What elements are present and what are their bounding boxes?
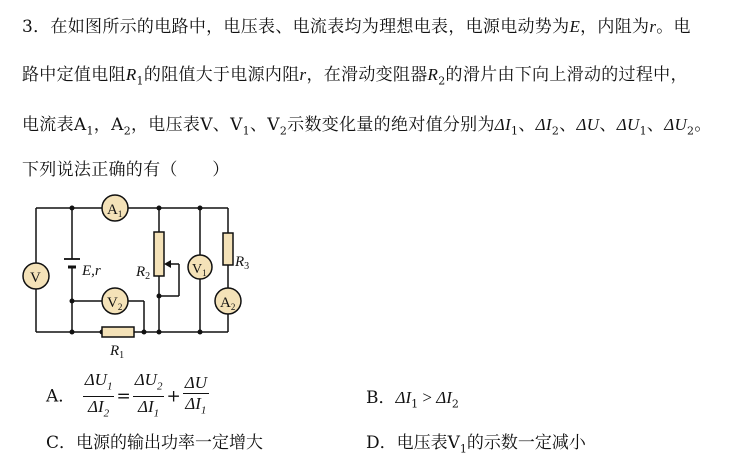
line3-text: 电流表A: [22, 115, 87, 135]
option-d-sub: 1: [459, 442, 467, 456]
line3-a: ，A: [93, 115, 124, 135]
option-d-label: D．: [366, 433, 397, 453]
delta-i1-sub: 1: [511, 124, 519, 138]
question-line-1: [22, 12, 691, 37]
delta-i2-sub: 2: [551, 124, 560, 138]
option-c-label: C．: [46, 433, 77, 453]
delta-u2: ΔU: [664, 115, 688, 134]
emf-symbol: E: [569, 17, 581, 36]
v1-sub: 1: [242, 124, 250, 138]
plus-sign: +: [166, 386, 181, 407]
option-b-label: B．: [366, 388, 396, 408]
option-a[interactable]: [46, 370, 211, 424]
greater-than-sign: >: [418, 388, 437, 407]
v2-sub: 2: [279, 124, 288, 138]
line2-end: 的滑片由下向上滑动的过程中，: [445, 65, 688, 85]
a2-sub: 2: [123, 124, 131, 138]
v1-label: $V_1$: [192, 262, 207, 278]
b-delta-i1: ΔI: [395, 388, 412, 407]
option-d-pre: 电压表V: [396, 433, 460, 453]
option-b[interactable]: [366, 383, 459, 410]
r2-symbol: R: [427, 65, 439, 84]
delta-u1: ΔU: [616, 115, 640, 134]
line2-mid: 的阻值大于电源内阻: [143, 65, 300, 85]
line2-text: 路中定值电阻: [22, 65, 126, 85]
fraction-du2-di1: $\frac{\Delta U_2}{\Delta I_1}$: [134, 370, 163, 420]
r2-rheostat: [154, 232, 164, 276]
option-c[interactable]: [46, 428, 263, 453]
option-a-label: A．: [46, 386, 76, 407]
line1-text: ．在如图所示的电路中，电压表、电流表均为理想电表，电源电动势为: [33, 17, 570, 37]
line3-c: 、V: [249, 115, 280, 135]
r1-sub: 1: [136, 74, 144, 88]
battery-icon: [64, 259, 80, 267]
b-delta-i2: ΔI: [436, 388, 452, 407]
slider-arrow-icon: [164, 260, 171, 268]
fraction-du-di1: $\frac{\Delta U}{\Delta I_1}$: [184, 373, 207, 417]
question-line-4: 下列说法正确的有（ ）: [22, 160, 230, 180]
r2-label: $R_2$: [136, 264, 151, 282]
internal-resistance-symbol: r: [649, 17, 657, 36]
r2-sub: 2: [438, 74, 446, 88]
delta-i1: ΔI: [494, 115, 512, 134]
question-number: 3: [22, 17, 34, 37]
sep-2: 、: [559, 115, 577, 135]
r1-label: $R_1$: [110, 343, 125, 360]
a2-label: $A_2$: [220, 295, 236, 312]
line3-d: 示数变化量的绝对值分别为: [287, 115, 495, 135]
sep-3: 、: [599, 115, 617, 135]
sep-4: 、: [646, 115, 665, 135]
option-d[interactable]: [366, 428, 586, 455]
line3-b: ，电压表V、V: [131, 115, 243, 135]
b-sub-1: 1: [411, 397, 419, 411]
delta-u1-sub: 1: [639, 124, 647, 138]
battery-label: E,r: [82, 263, 101, 279]
r3-label: $R_3$: [235, 254, 250, 272]
line3-end: 。: [694, 115, 712, 135]
fraction-du1-di2: $\frac{\Delta U_1}{\Delta I_2}$: [84, 370, 113, 420]
b-sub-2: 2: [451, 397, 459, 411]
r1-symbol: R: [125, 65, 137, 84]
question-line-3: [22, 110, 712, 137]
option-c-text: 电源的输出功率一定增大: [76, 433, 264, 453]
r-symbol-2: r: [299, 65, 307, 84]
line1-end: 。电: [656, 17, 691, 37]
v-label: V: [30, 270, 41, 286]
equals-sign: =: [116, 386, 131, 407]
option-d-post: 的示数一定减小: [466, 433, 586, 453]
r1-resistor: [102, 327, 134, 337]
r3-resistor: [223, 233, 233, 265]
line2-mid2: ，在滑动变阻器: [306, 65, 428, 85]
v2-label: $V_2$: [107, 295, 123, 312]
question-line-2: [22, 60, 688, 87]
delta-u: ΔU: [576, 115, 600, 134]
delta-u2-sub: 2: [687, 124, 695, 138]
a1-sub: 1: [86, 124, 94, 138]
a1-label: $A_1$: [107, 202, 123, 219]
delta-i2: ΔI: [535, 115, 552, 134]
sep-1: 、: [518, 115, 536, 135]
line1-mid: ，内阻为: [580, 17, 650, 37]
circuit-diagram: [14, 190, 254, 360]
